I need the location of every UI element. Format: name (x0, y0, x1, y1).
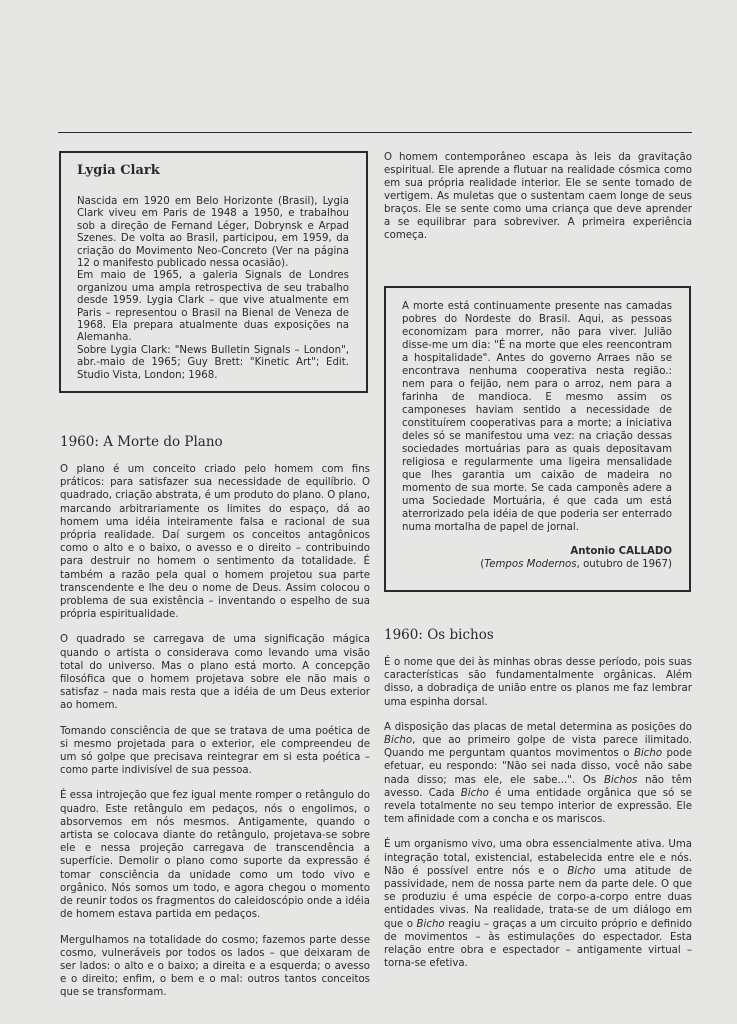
bio-paragraph: Sobre Lygia Clark: "News Bulletin Signals – London", abr.-maio de 1965; Guy Brett: "Kinetic Art"; Edit. Studio Vista, London; 1968. (77, 344, 349, 381)
body-paragraph: O quadrado se carregava de uma significação mágica quando o artista o considerava como levando uma visão total do universo. Mas o plano está morto. A concepção filosófica que o homem projetava sobre ele não mais o satisfaz – nada mais resta que a idéia de um Deus exterior ao homem. (60, 634, 370, 712)
body-paragraph: É um organismo vivo, uma obra essencialmente ativa. Uma integração total, existencial, estabelecida entre ele e nós. Não é possível entre nós e o Bicho uma atitude de passividade, nem de nossa parte nem da parte dele. O que se produziu é uma espécie de corpo-a-corpo entre duas entidades vivas. Na realidade, trata-se de um diálogo em que o Bicho reagiu – graças a um circuito próprio e definido de movimentos – às estimulações do espectador. Esta relação entre obra e espectador – antigamente virtual – torna-se efetiva. (384, 839, 692, 970)
quote-source: (Tempos Modernos, outubro de 1967) (480, 559, 672, 570)
body-paragraph: A disposição das placas de metal determina as posições do Bicho, que ao primeiro golpe de vista parece ilimitado. Quando me perguntam quantos movimentos o Bicho pode efetuar, eu respondo: "Não sei nada disso, você não sabe nada disso; mas ele, ele sabe...". Os Bichos não têm avesso. Cada Bicho é uma entidade orgânica que só se revela totalmente no seu tempo interior de expressão. Ele tem afinidade com a concha e os mariscos. (384, 721, 692, 826)
section-os-bichos (384, 656, 692, 982)
section-morte-do-plano (60, 463, 370, 1012)
body-paragraph: É o nome que dei às minhas obras desse período, pois suas características são fundamentalmente orgânicas. Além disso, a dobradiça de união entre os planos me faz lembrar uma espinha dorsal. (384, 657, 692, 708)
section-title-morte-do-plano: 1960: A Morte do Plano (60, 434, 223, 450)
quote-text: A morte está continuamente presente nas camadas pobres do Nordeste do Brasil. Aqui, as pessoas economizam para morrer, não para viver. Julião disse-me um dia: "É na morte que eles reencontram a hospitalidade". Antes do governo Arraes não se encontrava nenhuma cooperativa nesta região.: nem para o feijão, nem para o arroz, nem para a farinha de mandioca. E mesmo assim os camponeses haviam sentido a necessidade de constituírem cooperativas para a morte; a iniciativa deles só se manifestou uma vez: na criação dessas sociedades mortuárias para as quais depositavam religiosa e regularmente uma ligeira mensalidade que lhes garantia um caixão de madeira no momento de sua morte. Se cada camponês adere a uma Sociedade Mortuária, é que cada um está aterrorizado pela idéia de que poderia ser enterrado numa mortalha de papel de jornal. (402, 301, 672, 533)
body-paragraph: Tomando consciência de que se tratava de uma poética de si mesmo projetada para o exterior, ele compreendeu de um só golpe que precisava reintegrar em si esta poética – como parte indivisível de sua pessoa. (60, 725, 370, 777)
bio-paragraph: Nascida em 1920 em Belo Horizonte (Brasil), Lygia Clark viveu em Paris de 1948 a 1950, e trabalhou sob a direção de Fernand Léger, Dobrynsk e Arpad Szenes. De volta ao Brasil, participou, em 1959, da criação do Movimento Neo-Concreto (Ver na página 12 o manifesto publicado nessa ocasião). (77, 196, 349, 270)
quote-author: Antonio CALLADO (570, 546, 672, 557)
bio-box (59, 151, 368, 393)
top-rule (58, 132, 692, 133)
body-paragraph: O plano é um conceito criado pelo homem com fins práticos: para satisfazer sua necessidade de equilíbrio. O quadrado, criação abstrata, é um produto do plano. O plano, marcando arbitrariamente os limites do espaço, dá ao homem uma idéia inteiramente falsa e racional de sua própria realidade. Daí surgem os conceitos antagônicos como o alto e o baixo, o avesso e o direito – contribuindo para destruir no homem o sentimento da totalidade. É também a razão pela qual o homem projetou sua parte transcendente e lhe deu o nome de Deus. Assim colocou o problema de sua existência – inventando o espelho de sua própria espiritualidade. (60, 464, 370, 621)
quote-box (384, 286, 691, 592)
body-paragraph: É essa introjeção que fez igual mente romper o retângulo do quadro. Este retângulo em pedaços, nós o engolimos, o absorvemos em nós mesmos. Antigamente, quando o artista se colocava diante do retângulo, projetava-se sobre ele e nessa projeção carregava de transcendência a superfície. Demolir o plano como suporte da expressão é tomar consciência da unidade como um todo vivo e orgânico. Nós somos um todo, e agora chegou o momento de reunir todos os fragmentos do caleidoscópio onde a idéia de homem estava partida em pedaços. (60, 790, 370, 921)
right-intro (384, 151, 692, 254)
source-title: Tempos Modernos (484, 559, 577, 570)
bio-paragraph: Em maio de 1965, a galeria Signals de Londres organizou uma ampla retrospectiva de seu trabalho desde 1959. Lygia Clark – que vive atualmente em Paris – representou o Brasil na Bienal de Veneza de 1968. Ela prepara atualmente duas exposições na Alemanha. (77, 270, 349, 344)
body-paragraph: Mergulhamos na totalidade do cosmo; fazemos parte desse cosmo, vulneráveis por todos os lados – que deixaram de ser lados: o alto e o baixo; a direita e a esquerda; o avesso e o direito; enfim, o bem e o mal: outros tantos conceitos que se transformam. (60, 934, 370, 999)
section-title-os-bichos: 1960: Os bichos (384, 627, 494, 643)
bio-title: Lygia Clark (77, 163, 160, 178)
intro-paragraph: O homem contemporâneo escapa às leis da gravitação espiritual. Ele aprende a flutuar na realidade cósmica como em sua própria realidade interior. Ele se sente tomado de vertigem. As muletas que o sustentam caem longe de seus braços. Ele se sente como uma criança que deve aprender a se equilibrar para sobreviver. A primeira experiência começa. (384, 152, 692, 241)
